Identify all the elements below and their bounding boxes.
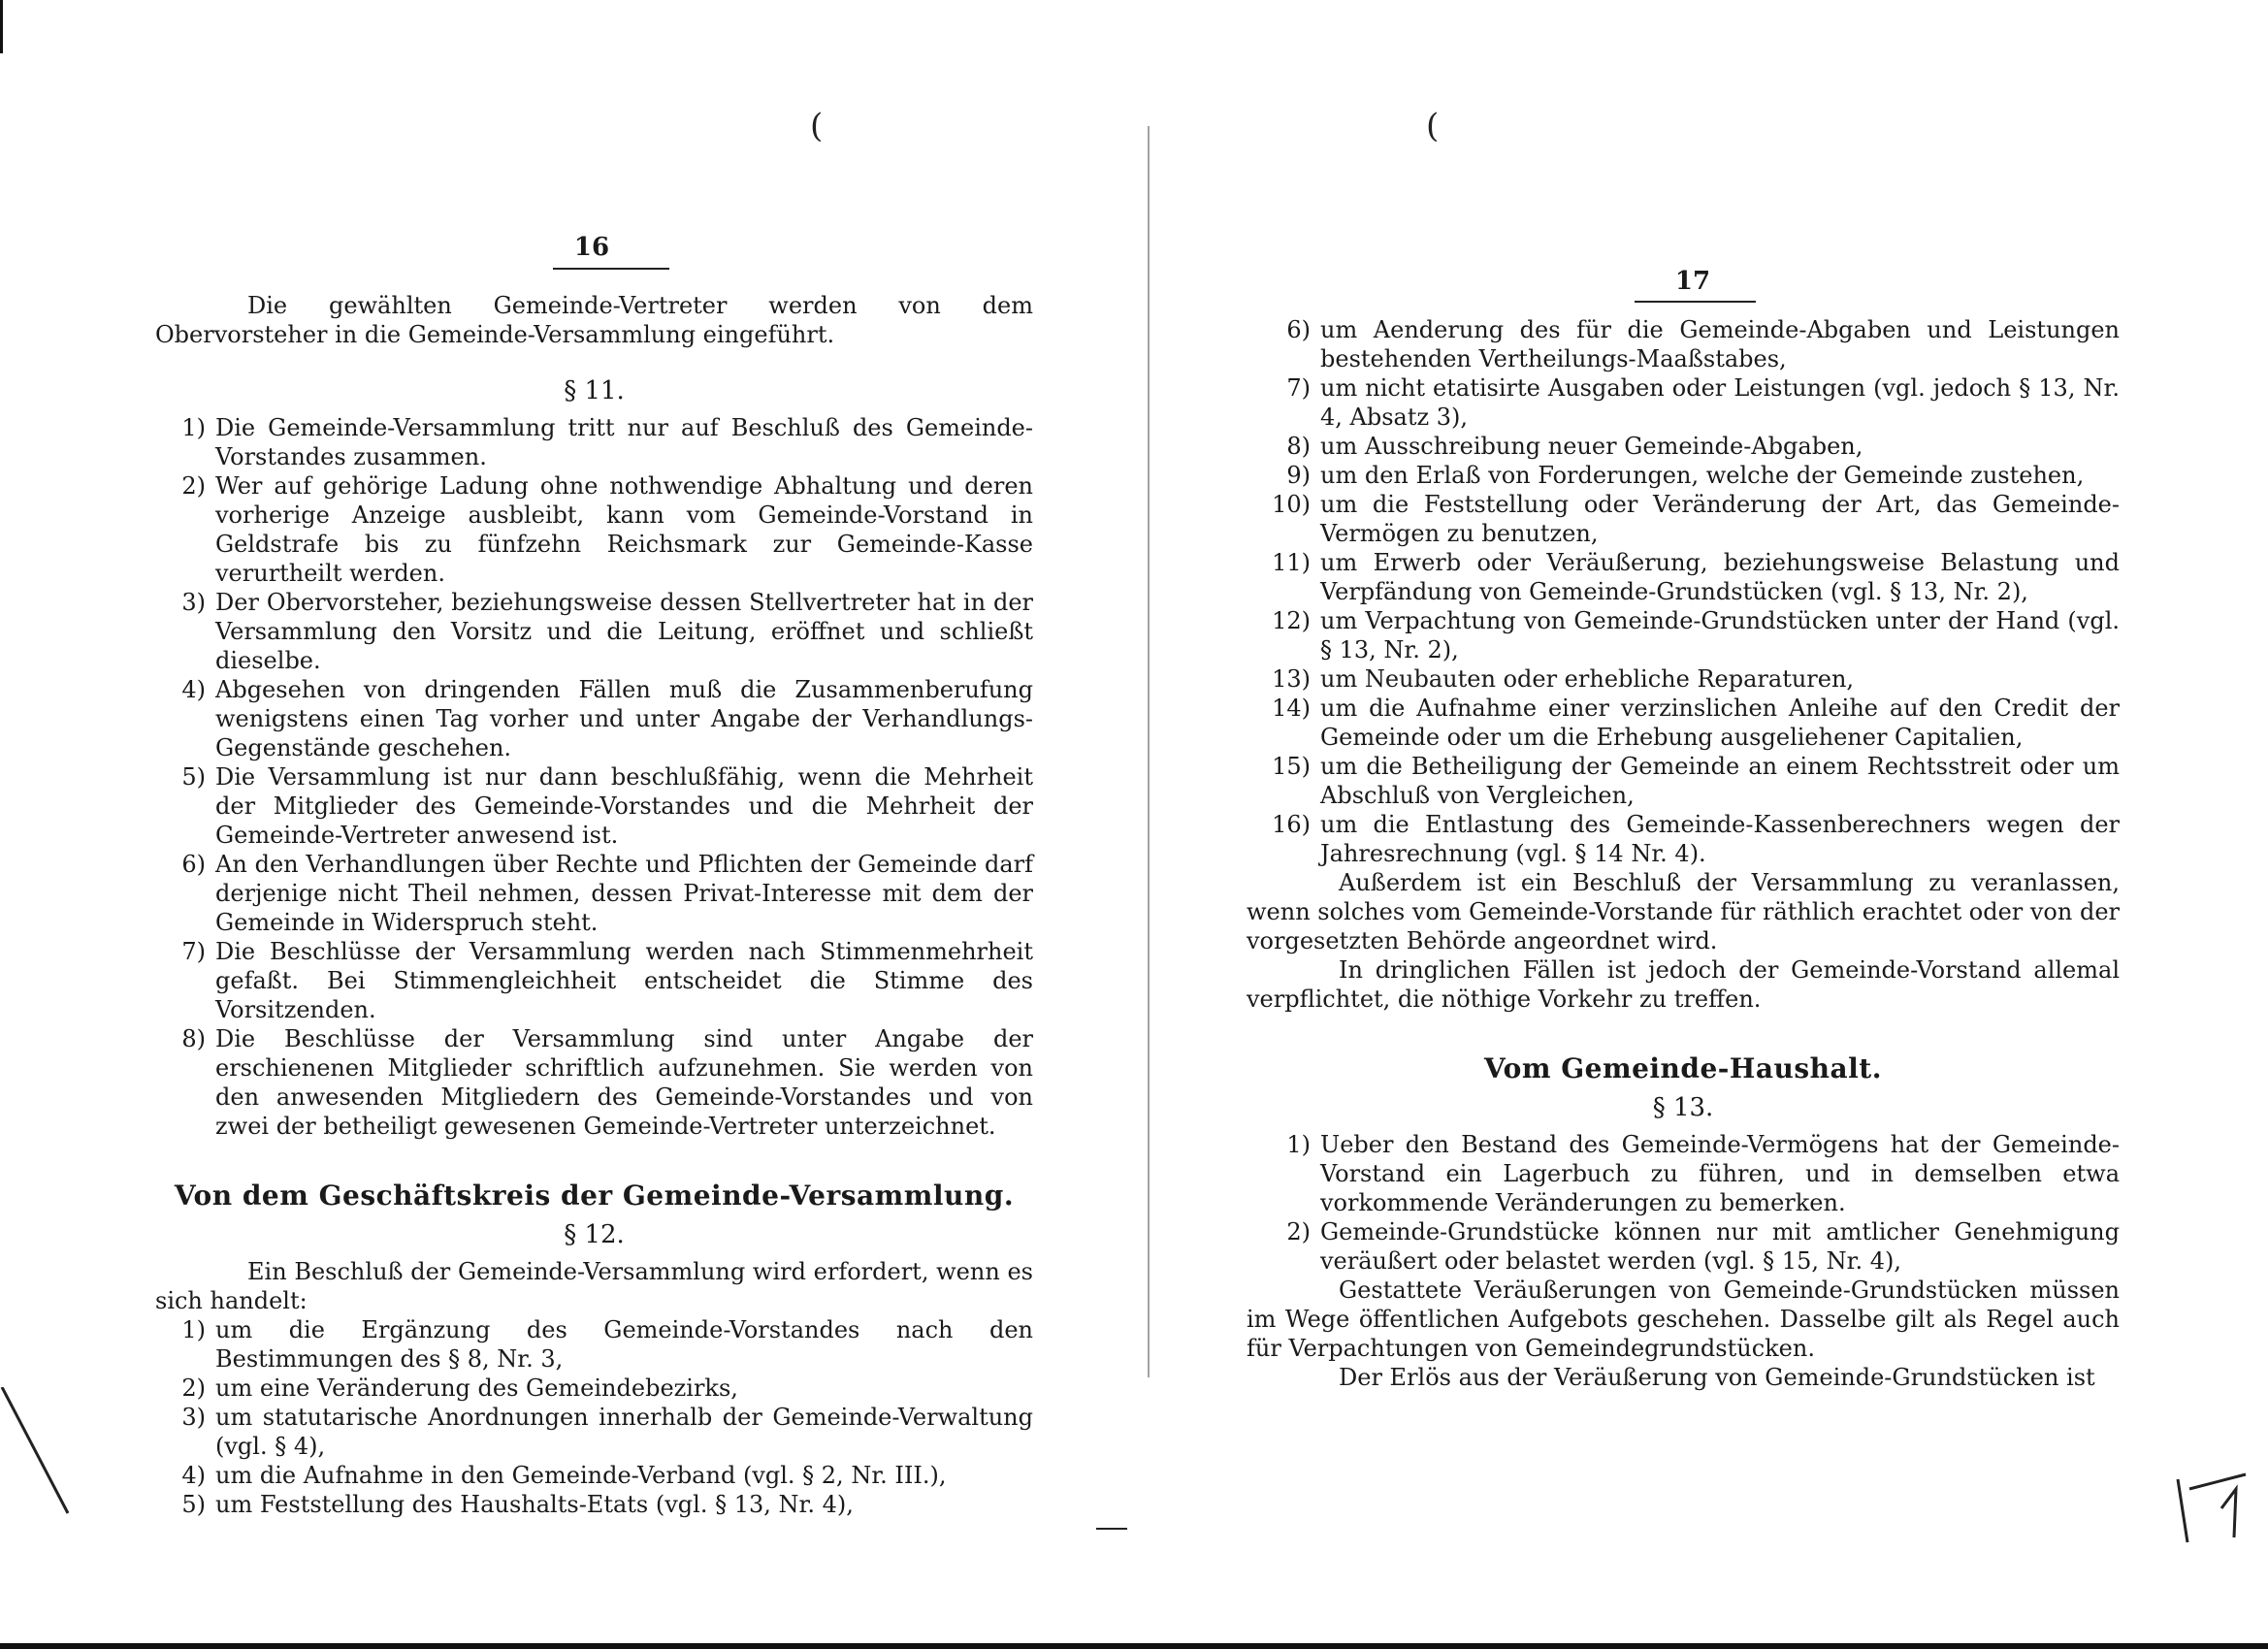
item-number: 2) (181, 472, 206, 500)
item-text: um die Aufnahme in den Gemeinde-Verband (vgl. § 2, Nr. III.), (215, 1462, 947, 1489)
item-text: Die Beschlüsse der Versammlung werden nach Stimmenmehrheit gefaßt. Bei Stimmengleichheit entscheidet die Stimme des Vorsitzenden. (215, 938, 1033, 1023)
item-text: um die Feststellung oder Veränderung der Art, das Gemeinde-Vermögen zu benutzen, (1320, 491, 2120, 547)
list-item (1247, 490, 2120, 548)
list-item (155, 1461, 1033, 1490)
list-item (155, 762, 1033, 850)
paragraph: Außerdem ist ein Beschluß der Versammlung zu veranlassen, wenn solches vom Gemeinde-Vorstande für räthlich erachtet oder von der vorgesetzten Behörde angeordnet wird. (1247, 869, 2120, 954)
list-item (155, 1024, 1033, 1141)
scan-edge-mark (0, 0, 3, 53)
item-number: 12) (1272, 607, 1311, 634)
list-item (155, 471, 1033, 588)
page-number: 17 (1674, 267, 1711, 296)
item-number: 8) (1286, 433, 1311, 460)
list-item (155, 588, 1033, 675)
intro-paragraph: Die gewählten Gemeinde-Vertreter werden von dem Obervorsteher in die Gemeinde-Versammlung eingeführt. (155, 292, 1033, 348)
section-12-list (155, 1315, 1033, 1519)
chapter-heading: Von dem Geschäftskreis der Gemeinde-Versammlung. (174, 1180, 1015, 1212)
item-text: Abgesehen von dringenden Fällen muß die Zusammenberufung wenigstens einen Tag vorher und unter Angabe der Verhandlungs-Gegenstände geschehen. (215, 676, 1033, 761)
item-text: um Verpachtung von Gemeinde-Grundstücken unter der Hand (vgl. § 13, Nr. 2), (1320, 607, 2120, 663)
paragraph: Gestattete Veräußerungen von Gemeinde-Grundstücken müssen im Wege öffentlichen Aufgebots geschehen. Dasselbe gilt als Regel auch für Verpachtungen von Gemeindegrundstücken. (1247, 1277, 2120, 1362)
item-text: Die Gemeinde-Versammlung tritt nur auf Beschluß des Gemeinde-Vorstandes zusammen. (215, 414, 1033, 470)
item-number: 1) (181, 1316, 206, 1343)
list-item (155, 850, 1033, 937)
item-number: 10) (1272, 491, 1311, 518)
list-item (155, 1490, 1033, 1519)
item-text: Der Obervorsteher, beziehungsweise dessen Stellvertreter hat in der Versammlung den Vorsitz und die Leitung, eröffnet und schließt dieselbe. (215, 589, 1033, 674)
item-text: um den Erlaß von Forderungen, welche der Gemeinde zustehen, (1320, 462, 2085, 489)
list-item (1247, 432, 2120, 461)
list-item (1247, 1130, 2120, 1217)
scan-artifact (1096, 1528, 1127, 1530)
item-text: Ueber den Bestand des Gemeinde-Vermögens hat der Gemeinde-Vorstand ein Lagerbuch zu führen, und in demselben etwa vorkommende Veränderungen zu bemerken. (1320, 1131, 2120, 1216)
scan-artifact (0, 1387, 78, 1552)
page-number-rule (1635, 301, 1756, 303)
list-item (1247, 606, 2120, 664)
scan-mark: ( (810, 107, 824, 146)
scan-mark: ( (1426, 107, 1440, 146)
item-text: Gemeinde-Grundstücke können nur mit amtlicher Genehmigung veräußert oder belastet werden (vgl. § 15, Nr. 4), (1320, 1218, 2120, 1275)
item-number: 7) (181, 938, 206, 965)
section-12-heading: § 12. (564, 1220, 625, 1249)
item-text: um die Entlastung des Gemeinde-Kassenberechners wegen der Jahresrechnung (vgl. § 14 Nr. 4). (1320, 811, 2120, 867)
list-item (1247, 315, 2120, 373)
section-12-intro: Ein Beschluß der Gemeinde-Versammlung wird erfordert, wenn es sich handelt: (155, 1258, 1033, 1314)
list-item (155, 1403, 1033, 1461)
list-item (155, 413, 1033, 471)
item-number: 3) (181, 1404, 206, 1431)
item-text: um nicht etatisirte Ausgaben oder Leistungen (vgl. jedoch § 13, Nr. 4, Absatz 3), (1320, 374, 2120, 431)
book-gutter (1148, 126, 1150, 1377)
right-page (1247, 0, 2120, 1649)
item-text: um Ausschreibung neuer Gemeinde-Abgaben, (1320, 433, 1863, 460)
list-item (1247, 752, 2120, 810)
item-text: Die Beschlüsse der Versammlung sind unter Angabe der erschienenen Mitglieder schriftlich aufzunehmen. Sie werden von den anwesenden Mitgliedern des Gemeinde-Vorstandes und von zwei der betheiligt gewesenen Gemeinde-Vertreter unterzeichnet. (215, 1025, 1033, 1140)
list-item (155, 1315, 1033, 1374)
item-number: 4) (181, 676, 206, 703)
section-13-list (1247, 1130, 2120, 1276)
item-text: um die Aufnahme einer verzinslichen Anleihe auf den Credit der Gemeinde oder um die Erhebung ausgeliehener Capitalien, (1320, 695, 2120, 751)
list-item (155, 675, 1033, 762)
list-item (155, 937, 1033, 1024)
item-number: 2) (181, 1374, 206, 1402)
item-text: um statutarische Anordnungen innerhalb der Gemeinde-Verwaltung (vgl. § 4), (215, 1404, 1033, 1460)
list-item (155, 1374, 1033, 1403)
chapter-heading: Vom Gemeinde-Haushalt. (1484, 1052, 1882, 1084)
item-text: um eine Veränderung des Gemeindebezirks, (215, 1374, 738, 1402)
item-text: um Aenderung des für die Gemeinde-Abgaben und Leistungen bestehenden Vertheilungs-Maaßstabes, (1320, 316, 2120, 372)
section-12-continued-list (1247, 315, 2120, 868)
item-text: um Neubauten oder erhebliche Reparaturen, (1320, 665, 1855, 693)
item-number: 1) (181, 414, 206, 441)
right-page-text (1247, 315, 2120, 1392)
paragraph: In dringlichen Fällen ist jedoch der Gemeinde-Vorstand allemal verpflichtet, die nöthige Vorkehr zu treffen. (1247, 956, 2120, 1013)
list-item (1247, 694, 2120, 752)
left-page-text (155, 291, 1033, 1519)
item-text: um die Betheiligung der Gemeinde an einem Rechtsstreit oder um Abschluß von Vergleichen, (1320, 753, 2120, 809)
section-11-heading: § 11. (564, 376, 625, 405)
left-page (155, 0, 1033, 1649)
item-text: um die Ergänzung des Gemeinde-Vorstandes nach den Bestimmungen des § 8, Nr. 3, (215, 1316, 1033, 1373)
page-number: 16 (573, 233, 610, 262)
item-number: 15) (1272, 753, 1311, 780)
section-11-list (155, 413, 1033, 1141)
page-number-rule (553, 268, 669, 270)
list-item (1247, 548, 2120, 606)
item-number: 7) (1286, 374, 1311, 402)
item-number: 3) (181, 589, 206, 616)
item-number: 8) (181, 1025, 206, 1052)
item-text: Die Versammlung ist nur dann beschlußfähig, wenn die Mehrheit der Mitglieder des Gemeinde-Vorstandes und die Mehrheit der Gemeinde-Vertreter anwesend ist. (215, 763, 1033, 849)
section-13-heading: § 13. (1652, 1093, 1714, 1122)
item-number: 6) (181, 851, 206, 878)
list-item (1247, 373, 2120, 432)
item-number: 4) (181, 1462, 206, 1489)
list-item (1247, 810, 2120, 868)
item-number: 11) (1272, 549, 1311, 576)
item-number: 16) (1272, 811, 1311, 838)
item-number: 6) (1286, 316, 1311, 343)
list-item (1247, 461, 2120, 490)
item-text: um Feststellung des Haushalts-Etats (vgl. § 13, Nr. 4), (215, 1491, 854, 1518)
list-item (1247, 1217, 2120, 1276)
item-text: um Erwerb oder Veräußerung, beziehungsweise Belastung und Verpfändung von Gemeinde-Grundstücken (vgl. § 13, Nr. 2), (1320, 549, 2120, 605)
item-number: 14) (1272, 695, 1311, 722)
paragraph: Der Erlös aus der Veräußerung von Gemeinde-Grundstücken ist (1339, 1364, 2095, 1391)
item-number: 13) (1272, 665, 1311, 693)
scan-artifact (2168, 1470, 2255, 1547)
item-number: 2) (1286, 1218, 1311, 1245)
item-number: 5) (181, 1491, 206, 1518)
item-text: An den Verhandlungen über Rechte und Pflichten der Gemeinde darf derjenige nicht Theil nehmen, dessen Privat-Interesse mit dem der Gemeinde in Widerspruch steht. (215, 851, 1033, 936)
item-text: Wer auf gehörige Ladung ohne nothwendige Abhaltung und deren vorherige Anzeige ausbleibt, kann vom Gemeinde-Vorstand in Geldstrafe bis zu fünfzehn Reichsmark zur Gemeinde-Kasse verurtheilt werden. (215, 472, 1033, 587)
item-number: 5) (181, 763, 206, 791)
item-number: 1) (1286, 1131, 1311, 1158)
list-item (1247, 664, 2120, 694)
item-number: 9) (1286, 462, 1311, 489)
